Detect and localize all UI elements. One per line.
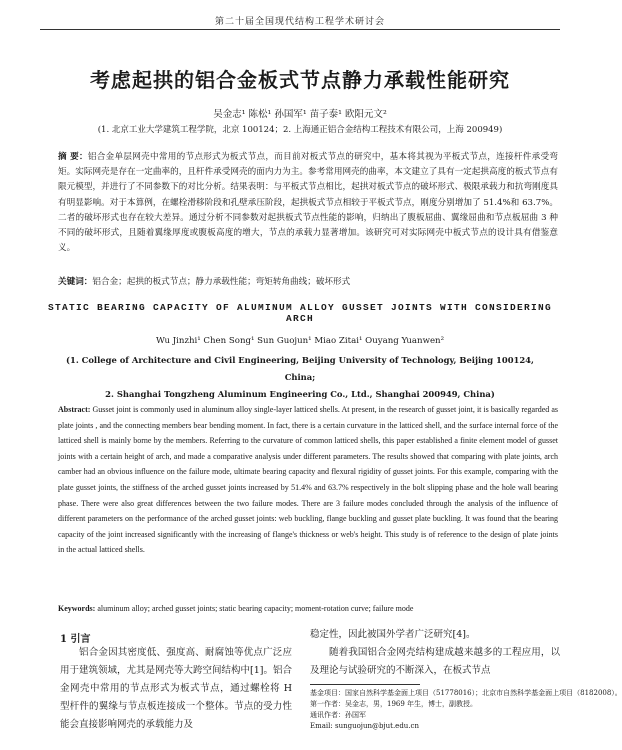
header-rule	[40, 29, 560, 30]
abstract-en	[58, 402, 558, 558]
keywords-en-label: Keywords:	[58, 604, 96, 613]
keywords-en-text: aluminum alloy; arched gusset joints; static bearing capacity; moment-rotation curve; failure mode	[97, 604, 414, 613]
affiliation-en-1: (1. College of Architecture and Civil Engineering, Beijing University of Technology, Beijing 100124, China;	[66, 355, 534, 382]
title-cn: 考虑起拱的铝合金板式节点静力承载性能研究	[90, 68, 510, 92]
footnote-first-author: 第一作者：吴金志，男，1969 年生，博士，副教授。	[310, 700, 478, 708]
abstract-en-label: Abstract:	[58, 405, 91, 414]
authors-en: Wu Jinzhi¹ Chen Song¹ Sun Guojun¹ Miao Zitai¹ Ouyang Yuanwen²	[155, 336, 445, 346]
abstract-cn-label: 摘 要：	[58, 152, 88, 162]
abstract-en-text: Gusset joint is commonly used in aluminum alloy single-layer latticed shells. At present, in the research of gusset joint, it is basically regarded as plate joints , and the connecting members bear bending moment. In fact, there is a certain curvature in the latticed shell, and the surface internal force of the latticed shell is mainly borne by the members. Referring to the curvature of common latticed shells, this paper established a finite element model of gusset joints with a certain height of arch, and made a comparative analysis under different parameters. The results showed that comparing with plate joints, arch camber had an obvious influence on the failure mode, ultimate bearing capacity and flexural rigidity of gusset joints. For this example, comparing with the plate gusset joints, the stiffness of the arched gusset joints increased by 51.4% and 63.7% respectively in the bolt slipping phase and the hole wall bearing phase. There were also great differences between the two failure modes. There are 3 failure modes concluded through the analysis of the influence of different parameters on the performance of the arched gusset joints: web buckling, flange buckling and gusset plate buckling. It was found that the bearing capacity of the joint increased significantly with the increasing of flange's thickness or web's height. This study is of reference to the design of plate joints in the actual latticed shells.	[58, 405, 559, 555]
keywords-cn	[58, 275, 558, 287]
abstract-cn	[58, 150, 558, 256]
footnote-corresponding-author: 通讯作者：孙国军	[310, 711, 366, 719]
keywords-en	[58, 604, 563, 613]
keywords-cn-text: 铝合金；起拱的板式节点；静力承载性能；弯矩转角曲线；破坏形式	[92, 277, 351, 287]
title-en: STATIC BEARING CAPACITY OF ALUMINUM ALLOY GUSSET JOINTS WITH CONSIDERING ARCH	[47, 302, 553, 324]
footnote-email: Email: sunguojun@bjut.edu.cn	[310, 722, 419, 730]
intro-right-column	[310, 626, 560, 680]
abstract-cn-text: 铝合金单层网壳中常用的节点形式为板式节点，而目前对板式节点的研究中，基本将其视为平板式节点，连接杆件承受弯矩。实际网壳是存在一定曲率的，且杆件承受网壳的面内力为主。参考常用网壳的曲率，本文建立了具有一定起拱高度的板式节点有限元模型，并进行了不同参数下的对比分析。结果表明：与平板式节点相比，起拱对板式节点的破坏形式、极限承载力和抗弯刚度具有明显影响。对于本算例，在螺栓滑移阶段和孔壁承压阶段，起拱板式节点相较于平板式节点，刚度分别增加了 51.4%和 63.7%。二者的破坏形式也存在较大差异。通过分析不同参数对起拱板式节点性能的影响，归纳出了腹板屈曲、翼缘屈曲和节点板屈曲 3 种不同的破坏形式，且随着翼缘厚度或腹板高度的增大，节点的承载力显著增加。该研究可对实际网壳中板式节点的设计具有借鉴意义。	[58, 152, 558, 254]
intro-right-paragraph: 随着我国铝合金网壳结构建成越来越多的工程应用，以及理论与试验研究的不断深入，在板式节点	[310, 647, 560, 676]
keywords-cn-label: 关键词：	[58, 277, 93, 287]
footnotes	[310, 688, 622, 732]
footnote-funding: 基金项目：国家自然科学基金面上项目（51778016）；北京市自然科学基金面上项目（8182008）。	[310, 689, 622, 697]
authors-cn: 吴金志¹ 陈松¹ 孙国军¹ 苗子泰¹ 欧阳元文²	[213, 109, 387, 120]
intro-paragraph-left: 铝合金因其密度低、强度高、耐腐蚀等优点广泛应用于建筑领域，尤其是网壳等大跨空间结构中[1]。铝合金网壳中常用的节点形式为板式节点，通过螺栓将 H 型杆件的翼缘与节点板连接成一个整体。节点的受力性能会直接影响网壳的承载能力及	[60, 647, 292, 730]
section-heading-introduction: 1 引言	[60, 634, 91, 645]
affiliation-en-2: 2. Shanghai Tongzheng Aluminum Engineering Co., Ltd., Shanghai 200949, China)	[105, 389, 495, 399]
intro-right-line1: 稳定性，因此被国外学者广泛研究[4]。	[310, 629, 476, 640]
running-header: 第二十届全国现代结构工程学术研讨会	[214, 17, 385, 27]
affiliation-en	[50, 352, 550, 403]
footnote-rule	[310, 684, 420, 685]
affiliation-cn: (1. 北京工业大学建筑工程学院，北京 100124；2. 上海通正铝合金结构工程技术有限公司，上海 200949)	[97, 125, 503, 135]
